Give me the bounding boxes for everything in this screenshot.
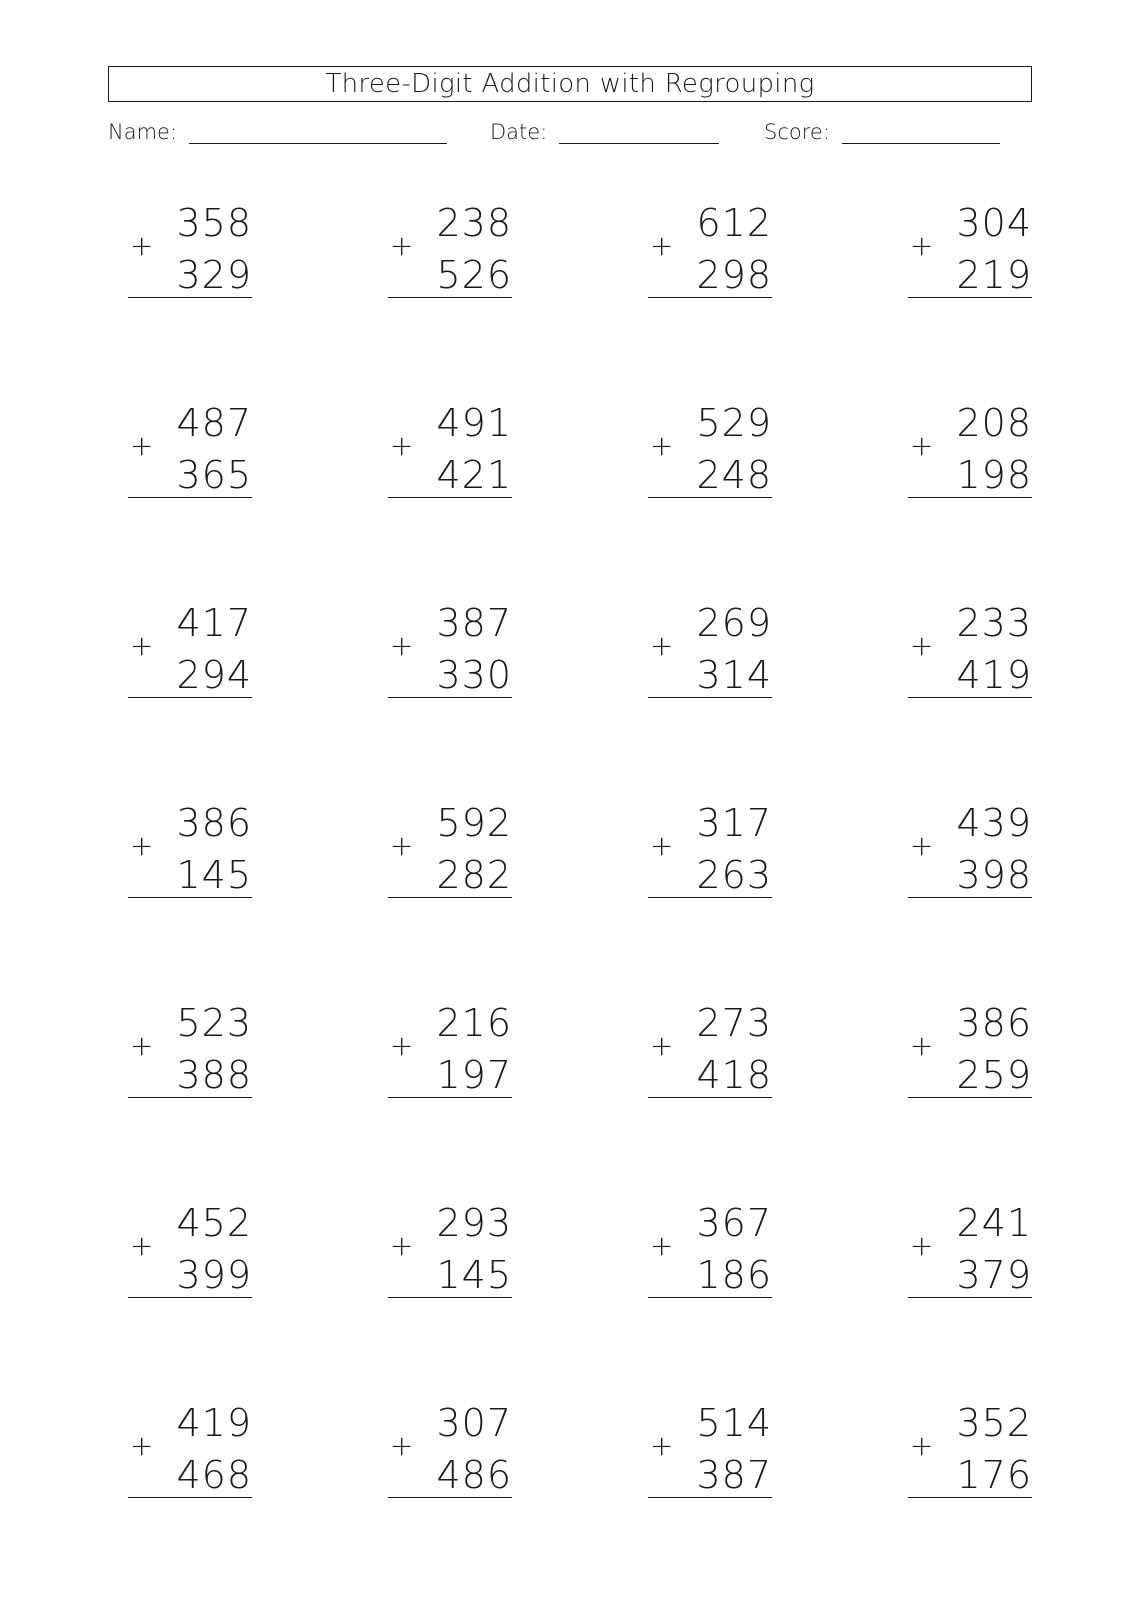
addend-bottom: 329 xyxy=(176,253,252,297)
addend-bottom: 388 xyxy=(176,1053,252,1097)
addend-top: 386 xyxy=(176,801,252,845)
addend-bottom: 282 xyxy=(436,853,512,897)
addend-top: 367 xyxy=(696,1201,772,1245)
addition-problem xyxy=(388,396,512,506)
addend-bottom: 379 xyxy=(956,1253,1032,1297)
addition-problem xyxy=(648,1196,772,1306)
addend-bottom: 294 xyxy=(176,653,252,697)
answer-line[interactable] xyxy=(128,897,252,898)
addend-bottom: 145 xyxy=(176,853,252,897)
addend-bottom: 399 xyxy=(176,1253,252,1297)
answer-line[interactable] xyxy=(908,1097,1032,1098)
answer-line[interactable] xyxy=(908,1297,1032,1298)
addend-bottom: 418 xyxy=(696,1053,772,1097)
addend-top: 352 xyxy=(956,1401,1032,1445)
addend-top: 208 xyxy=(956,401,1032,445)
addition-problem xyxy=(388,596,512,706)
plus-sign: + xyxy=(130,429,154,462)
addend-bottom: 298 xyxy=(696,253,772,297)
plus-sign: + xyxy=(910,629,934,662)
answer-line[interactable] xyxy=(128,1297,252,1298)
addition-problem xyxy=(388,196,512,306)
addition-problem xyxy=(128,396,252,506)
addend-bottom: 314 xyxy=(696,653,772,697)
answer-line[interactable] xyxy=(908,497,1032,498)
plus-sign: + xyxy=(390,1429,414,1462)
plus-sign: + xyxy=(390,1029,414,1062)
plus-sign: + xyxy=(130,629,154,662)
addend-top: 491 xyxy=(436,401,512,445)
date-label: Date: xyxy=(490,120,548,144)
plus-sign: + xyxy=(130,1229,154,1262)
addend-top: 439 xyxy=(956,801,1032,845)
addition-problem xyxy=(908,396,1032,506)
addition-problem xyxy=(908,996,1032,1106)
addend-bottom: 468 xyxy=(176,1453,252,1497)
addend-top: 358 xyxy=(176,201,252,245)
plus-sign: + xyxy=(910,829,934,862)
addend-top: 529 xyxy=(696,401,772,445)
addend-bottom: 186 xyxy=(696,1253,772,1297)
answer-line[interactable] xyxy=(388,1097,512,1098)
answer-line[interactable] xyxy=(388,897,512,898)
answer-line[interactable] xyxy=(648,1097,772,1098)
addend-top: 417 xyxy=(176,601,252,645)
addend-top: 233 xyxy=(956,601,1032,645)
addition-problem xyxy=(648,996,772,1106)
addend-bottom: 248 xyxy=(696,453,772,497)
addition-problem xyxy=(128,996,252,1106)
name-label: Name: xyxy=(108,120,178,144)
plus-sign: + xyxy=(130,829,154,862)
addend-top: 452 xyxy=(176,1201,252,1245)
answer-line[interactable] xyxy=(648,497,772,498)
plus-sign: + xyxy=(650,629,674,662)
plus-sign: + xyxy=(130,1029,154,1062)
addend-top: 269 xyxy=(696,601,772,645)
addend-bottom: 365 xyxy=(176,453,252,497)
plus-sign: + xyxy=(650,229,674,262)
score-label: Score: xyxy=(764,120,830,144)
answer-line[interactable] xyxy=(128,297,252,298)
addition-problem xyxy=(128,196,252,306)
addend-bottom: 176 xyxy=(956,1453,1032,1497)
addend-top: 241 xyxy=(956,1201,1032,1245)
addend-top: 386 xyxy=(956,1001,1032,1045)
addend-bottom: 263 xyxy=(696,853,772,897)
answer-line[interactable] xyxy=(388,297,512,298)
addend-top: 273 xyxy=(696,1001,772,1045)
answer-line[interactable] xyxy=(908,697,1032,698)
addend-bottom: 145 xyxy=(436,1253,512,1297)
addition-problem xyxy=(388,796,512,906)
addend-bottom: 198 xyxy=(956,453,1032,497)
addend-top: 419 xyxy=(176,1401,252,1445)
plus-sign: + xyxy=(910,1229,934,1262)
plus-sign: + xyxy=(650,429,674,462)
answer-line[interactable] xyxy=(648,697,772,698)
addition-problem xyxy=(128,796,252,906)
plus-sign: + xyxy=(910,1429,934,1462)
addition-problem xyxy=(908,1396,1032,1506)
addend-top: 387 xyxy=(436,601,512,645)
addition-problem xyxy=(128,1396,252,1506)
addend-bottom: 398 xyxy=(956,853,1032,897)
answer-line[interactable] xyxy=(648,1497,772,1498)
answer-line[interactable] xyxy=(388,1497,512,1498)
plus-sign: + xyxy=(650,829,674,862)
answer-line[interactable] xyxy=(908,1497,1032,1498)
answer-line[interactable] xyxy=(128,497,252,498)
addition-problem xyxy=(908,196,1032,306)
addition-problem xyxy=(908,1196,1032,1306)
plus-sign: + xyxy=(390,429,414,462)
answer-line[interactable] xyxy=(648,1297,772,1298)
answer-line[interactable] xyxy=(128,1497,252,1498)
plus-sign: + xyxy=(390,1229,414,1262)
addend-top: 238 xyxy=(436,201,512,245)
addend-top: 612 xyxy=(696,201,772,245)
addition-problem xyxy=(648,596,772,706)
addition-problem xyxy=(128,596,252,706)
plus-sign: + xyxy=(650,1229,674,1262)
answer-line[interactable] xyxy=(388,497,512,498)
addend-top: 592 xyxy=(436,801,512,845)
addend-bottom: 526 xyxy=(436,253,512,297)
addend-bottom: 421 xyxy=(436,453,512,497)
answer-line[interactable] xyxy=(648,297,772,298)
addition-problem xyxy=(648,196,772,306)
addition-problem xyxy=(648,796,772,906)
addition-problem xyxy=(908,796,1032,906)
plus-sign: + xyxy=(910,1029,934,1062)
addend-top: 487 xyxy=(176,401,252,445)
addend-bottom: 219 xyxy=(956,253,1032,297)
answer-line[interactable] xyxy=(908,897,1032,898)
plus-sign: + xyxy=(390,629,414,662)
plus-sign: + xyxy=(390,229,414,262)
addend-bottom: 259 xyxy=(956,1053,1032,1097)
addend-top: 304 xyxy=(956,201,1032,245)
addend-top: 307 xyxy=(436,1401,512,1445)
addition-problem xyxy=(388,1396,512,1506)
addition-problem xyxy=(128,1196,252,1306)
addend-top: 293 xyxy=(436,1201,512,1245)
addend-top: 523 xyxy=(176,1001,252,1045)
answer-line[interactable] xyxy=(908,297,1032,298)
addition-problem xyxy=(388,1196,512,1306)
worksheet-title: Three-Digit Addition with Regrouping xyxy=(108,66,1032,102)
addition-problem xyxy=(908,596,1032,706)
addend-bottom: 330 xyxy=(436,653,512,697)
addition-problem xyxy=(648,1396,772,1506)
plus-sign: + xyxy=(390,829,414,862)
addend-bottom: 486 xyxy=(436,1453,512,1497)
addition-problem xyxy=(648,396,772,506)
addend-bottom: 387 xyxy=(696,1453,772,1497)
plus-sign: + xyxy=(130,1429,154,1462)
plus-sign: + xyxy=(910,229,934,262)
plus-sign: + xyxy=(650,1029,674,1062)
answer-line[interactable] xyxy=(388,697,512,698)
plus-sign: + xyxy=(910,429,934,462)
plus-sign: + xyxy=(650,1429,674,1462)
answer-line[interactable] xyxy=(388,1297,512,1298)
addend-bottom: 419 xyxy=(956,653,1032,697)
addend-top: 216 xyxy=(436,1001,512,1045)
answer-line[interactable] xyxy=(648,897,772,898)
addend-bottom: 197 xyxy=(436,1053,512,1097)
plus-sign: + xyxy=(130,229,154,262)
addend-top: 514 xyxy=(696,1401,772,1445)
addend-top: 317 xyxy=(696,801,772,845)
answer-line[interactable] xyxy=(128,697,252,698)
answer-line[interactable] xyxy=(128,1097,252,1098)
addition-problem xyxy=(388,996,512,1106)
